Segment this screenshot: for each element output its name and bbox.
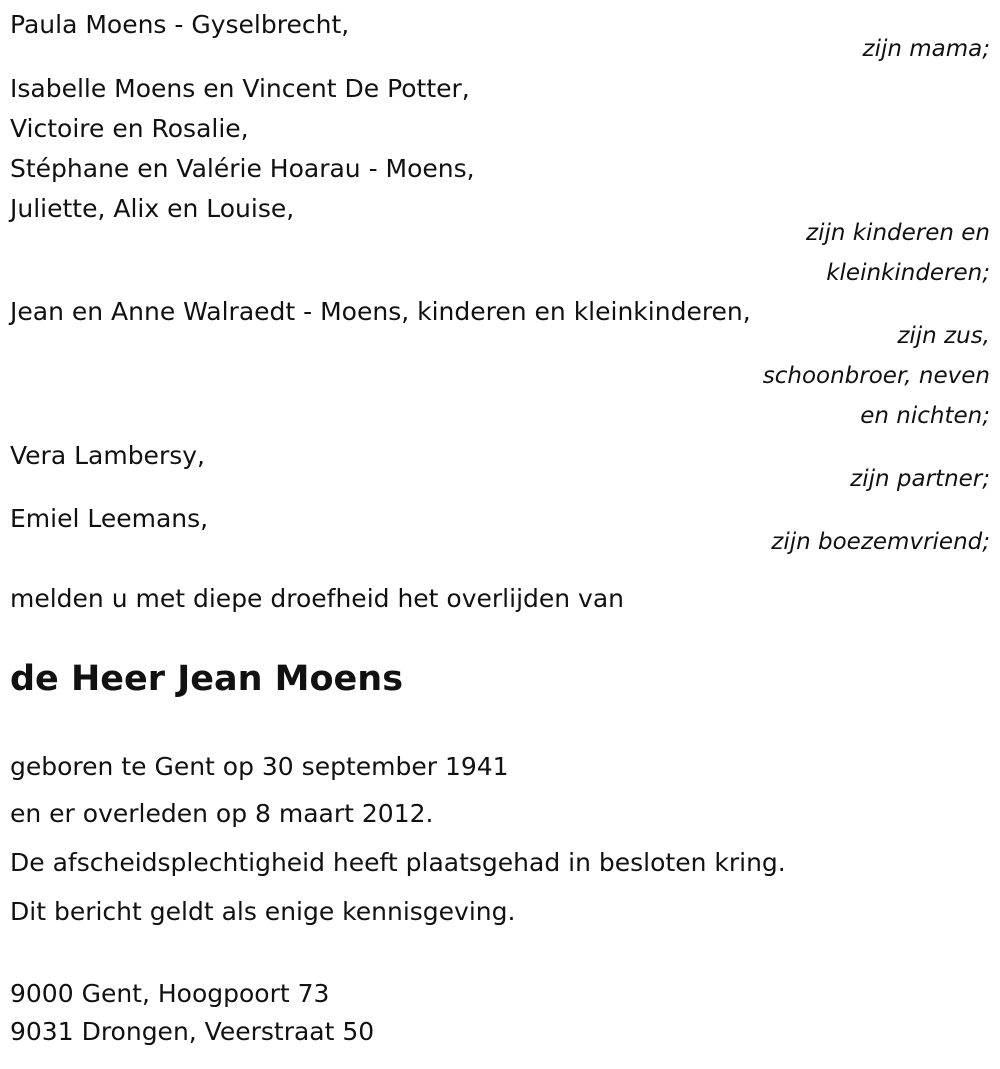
relation-line: zijn partner; [850,466,990,492]
family-name-line: Paula Moens - Gyselbrecht, [10,10,350,39]
detail-line: De afscheidsplechtigheid heeft plaatsgehad in besloten kring. [10,848,786,877]
family-name-line: Isabelle Moens en Vincent De Potter, [10,74,470,103]
detail-line: Dit bericht geldt als enige kennisgeving. [10,897,516,926]
address-line: 9031 Drongen, Veerstraat 50 [10,1017,375,1046]
family-name-line: Juliette, Alix en Louise, [10,194,295,223]
relation-line: en nichten; [860,403,990,429]
family-name-line: Victoire en Rosalie, [10,114,249,143]
relation-line: schoonbroer, neven [762,363,990,389]
family-name-line: Stéphane en Valérie Hoarau - Moens, [10,154,475,183]
address-line: 9000 Gent, Hoogpoort 73 [10,979,330,1008]
relation-line: kleinkinderen; [826,260,990,286]
family-name-line: Vera Lambersy, [10,441,205,470]
family-name-line: Emiel Leemans, [10,504,209,533]
relation-line: zijn zus, [897,323,990,349]
detail-line: en er overleden op 8 maart 2012. [10,799,434,828]
announcement-text: melden u met diepe droefheid het overlijden van [10,584,625,613]
relation-line: zijn boezemvriend; [771,529,990,555]
relation-line: zijn mama; [862,36,990,62]
deceased-name: de Heer Jean Moens [10,659,404,699]
detail-line: geboren te Gent op 30 september 1941 [10,752,509,781]
relation-line: zijn kinderen en [806,220,990,246]
family-name-line: Jean en Anne Walraedt - Moens, kinderen en kleinkinderen, [10,297,751,326]
